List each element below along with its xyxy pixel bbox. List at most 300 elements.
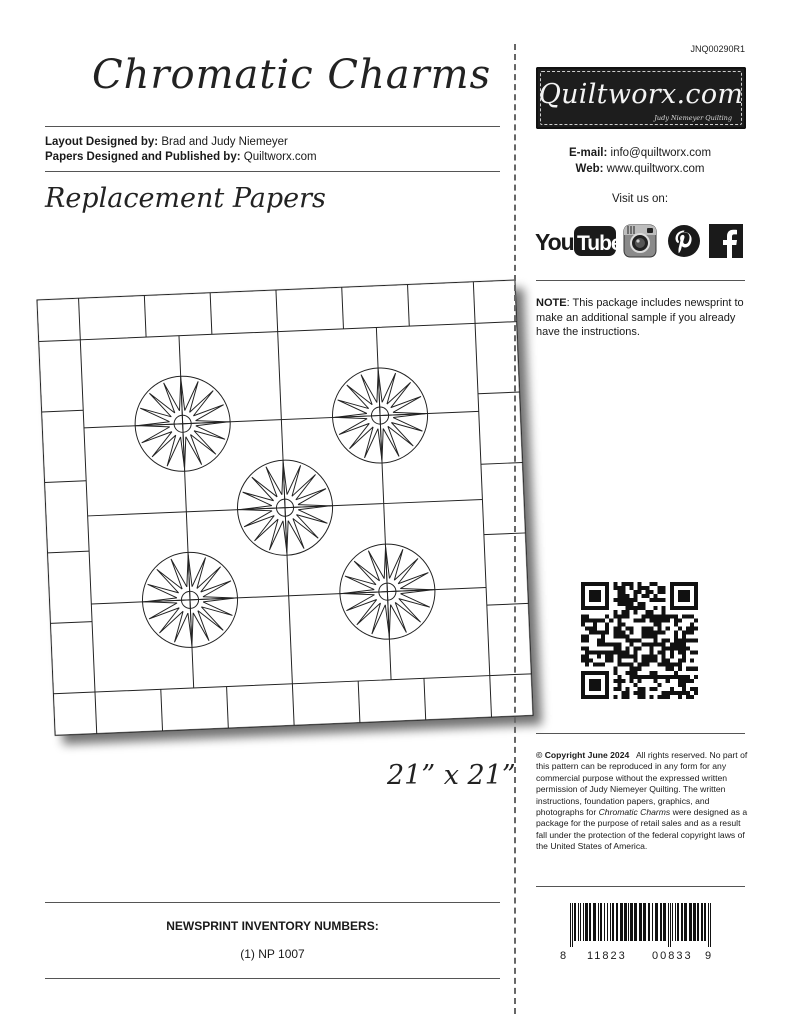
barcode-bar (663, 903, 666, 941)
barcode-digits-right: 00833 (652, 950, 693, 962)
qr-cell (662, 695, 666, 699)
barcode-bar (583, 903, 584, 941)
qr-cell (617, 590, 621, 594)
qr-cell (678, 675, 682, 679)
qr-cell (642, 695, 646, 699)
qr-cell (633, 691, 637, 695)
qr-cell (654, 622, 658, 626)
qr-cell (642, 594, 646, 598)
qr-cell (617, 663, 621, 667)
qr-cell (593, 618, 597, 622)
qr-cell (593, 594, 597, 598)
youtube-icon[interactable] (535, 224, 622, 258)
qr-cell (674, 634, 678, 638)
qr-cell (633, 606, 637, 610)
qr-cell (597, 594, 601, 598)
qr-cell (633, 675, 637, 679)
qr-cell (658, 626, 662, 630)
qr-cell (666, 614, 670, 618)
qr-cell (642, 663, 646, 667)
qr-cell (650, 614, 654, 618)
qr-cell (682, 594, 686, 598)
qr-cell (601, 630, 605, 634)
qr-cell (605, 586, 609, 590)
qr-cell (585, 638, 589, 642)
barcode-bar (668, 903, 669, 947)
qr-cell (629, 602, 633, 606)
barcode-bar (701, 903, 703, 941)
qr-cell (654, 687, 658, 691)
qr-cell (690, 614, 694, 618)
qr-cell (662, 614, 666, 618)
qr-cell (662, 618, 666, 622)
qr-cell (654, 638, 658, 642)
qr-cell (686, 691, 690, 695)
qr-cell (658, 618, 662, 622)
qr-cell (682, 606, 686, 610)
qr-cell (625, 606, 629, 610)
qr-cell (678, 647, 682, 651)
qr-cell (613, 679, 617, 683)
qr-cell (646, 643, 650, 647)
qr-cell (597, 643, 601, 647)
qr-cell (629, 655, 633, 659)
web-link[interactable]: www.quiltworx.com (606, 163, 705, 175)
qr-cell (629, 671, 633, 675)
barcode-bar (624, 903, 627, 941)
qr-cell (654, 671, 658, 675)
qr-cell (597, 671, 601, 675)
qr-cell (646, 659, 650, 663)
qr-cell (670, 687, 674, 691)
qr-cell (678, 643, 682, 647)
qr-cell (650, 655, 654, 659)
qr-cell (621, 634, 625, 638)
qr-cell (637, 606, 641, 610)
qr-cell (666, 638, 670, 642)
qr-cell (597, 695, 601, 699)
qr-cell (666, 691, 670, 695)
qr-cell (694, 618, 698, 622)
qr-cell (621, 602, 625, 606)
qr-cell (581, 638, 585, 642)
qr-cell (650, 675, 654, 679)
qr-cell (621, 630, 625, 634)
barcode-bar (593, 903, 596, 941)
qr-cell (662, 655, 666, 659)
qr-cell (585, 659, 589, 663)
qr-cell (637, 602, 641, 606)
qr-cell (625, 582, 629, 586)
youtube-tube-text: Tube (577, 232, 622, 255)
qr-cell (597, 651, 601, 655)
qr-cell (629, 638, 633, 642)
qr-cell (662, 663, 666, 667)
qr-cell (625, 594, 629, 598)
qr-cell (646, 610, 650, 614)
qr-cell (589, 683, 593, 687)
qr-cell (581, 695, 585, 699)
package-note (536, 296, 751, 340)
qr-cell (650, 659, 654, 663)
qr-cell (633, 671, 637, 675)
qr-cell (642, 687, 646, 691)
qr-cell (613, 651, 617, 655)
qr-cell (625, 626, 629, 630)
papers-credit: Papers Designed and Published by: Quiltworx.com (45, 150, 317, 163)
qr-cell (637, 590, 641, 594)
qr-cell (662, 643, 666, 647)
qr-cell (605, 594, 609, 598)
qr-cell (686, 675, 690, 679)
qr-cell (629, 586, 633, 590)
qr-cell (694, 691, 698, 695)
qr-cell (650, 590, 654, 594)
barcode-bar (570, 903, 571, 947)
barcode-bar (710, 903, 711, 947)
qr-cell (617, 659, 621, 663)
qr-cell (674, 671, 678, 675)
qr-cell (605, 687, 609, 691)
barcode-bar (681, 903, 683, 941)
qr-cell (642, 626, 646, 630)
barcode-bar (655, 903, 658, 941)
qr-cell (597, 598, 601, 602)
qr-cell (593, 598, 597, 602)
qr-cell (694, 626, 698, 630)
qr-cell (694, 594, 698, 598)
qr-cell (654, 655, 658, 659)
qr-cell (658, 614, 662, 618)
qr-cell (589, 651, 593, 655)
barcode-bar (677, 903, 679, 941)
qr-cell (642, 655, 646, 659)
copyright-title: Chromatic Charms (598, 807, 671, 818)
qr-cell (585, 618, 589, 622)
qr-cell (605, 643, 609, 647)
barcode-bar (574, 903, 576, 941)
qr-cell (617, 655, 621, 659)
qr-cell (597, 679, 601, 683)
barcode-bar (604, 903, 605, 941)
qr-cell (650, 626, 654, 630)
qr-cell (597, 663, 601, 667)
qr-cell (601, 651, 605, 655)
qr-cell (625, 651, 629, 655)
qr-cell (621, 691, 625, 695)
layout-credit-value: Brad and Judy Niemeyer (161, 136, 288, 148)
qr-cell (662, 630, 666, 634)
barcode (566, 903, 716, 947)
qr-cell (637, 638, 641, 642)
qr-cell (605, 675, 609, 679)
qr-cell (650, 687, 654, 691)
qr-cell (581, 602, 585, 606)
qr-cell (625, 614, 629, 618)
qr-cell (658, 643, 662, 647)
email-link[interactable]: info@quiltworx.com (610, 147, 712, 159)
qr-cell (585, 651, 589, 655)
qr-cell (613, 634, 617, 638)
inventory-divider-bottom (45, 978, 500, 979)
qr-cell (650, 643, 654, 647)
qr-cell (686, 630, 690, 634)
qr-cell (670, 590, 674, 594)
qr-cell (601, 695, 605, 699)
qr-cell (621, 679, 625, 683)
inventory-item: (1) NP 1007 (240, 947, 305, 961)
qr-cell (650, 618, 654, 622)
qr-cell (690, 651, 694, 655)
qr-cell (613, 667, 617, 671)
barcode-bar (670, 903, 671, 947)
qr-cell (650, 582, 654, 586)
qr-cell (682, 638, 686, 642)
layout-credit: Layout Designed by: Brad and Judy Niemeyer (45, 136, 288, 148)
qr-cell (658, 695, 662, 699)
qr-cell (625, 687, 629, 691)
qr-cell (593, 679, 597, 683)
qr-cell (674, 643, 678, 647)
qr-cell (694, 651, 698, 655)
qr-cell (670, 655, 674, 659)
papers-credit-label: Papers Designed and Published by (45, 150, 237, 163)
qr-cell (662, 691, 666, 695)
qr-cell (625, 598, 629, 602)
qr-cell (581, 594, 585, 598)
qr-cell (633, 594, 637, 598)
barcode-bar (689, 903, 692, 941)
barcode-bar (616, 903, 618, 941)
copyright-notice (536, 750, 748, 853)
qr-cell (678, 683, 682, 687)
qr-cell (674, 582, 678, 586)
qr-cell (686, 667, 690, 671)
qr-cell (589, 582, 593, 586)
qr-cell (613, 598, 617, 602)
qr-cell (609, 643, 613, 647)
qr-cell (581, 671, 585, 675)
note-text: : This package includes newsprint to make an additional sample if you already have the instructions. (536, 297, 744, 338)
qr-cell (654, 675, 658, 679)
qr-cell (694, 606, 698, 610)
barcode-bar (675, 903, 676, 941)
qr-cell (621, 651, 625, 655)
qr-cell (650, 610, 654, 614)
qr-cell (690, 659, 694, 663)
qr-cell (658, 651, 662, 655)
qr-cell (642, 618, 646, 622)
qr-cell (617, 687, 621, 691)
qr-cell (682, 614, 686, 618)
qr-cell (633, 655, 637, 659)
qr-cell (601, 634, 605, 638)
quiltworx-logo[interactable] (536, 67, 746, 129)
facebook-icon[interactable] (709, 224, 743, 258)
logo-tagline: Judy Niemeyer Quilting (654, 114, 732, 122)
qr-cell (581, 687, 585, 691)
qr-cell (605, 630, 609, 634)
qr-cell (654, 618, 658, 622)
qr-cell (690, 630, 694, 634)
qr-cell (690, 606, 694, 610)
qr-cell (617, 598, 621, 602)
qr-cell (662, 659, 666, 663)
qr-cell (678, 598, 682, 602)
qr-cell (658, 630, 662, 634)
qr-cell (605, 626, 609, 630)
qr-cell (650, 671, 654, 675)
qr-cell (617, 614, 621, 618)
qr-cell (613, 626, 617, 630)
instagram-icon[interactable] (623, 224, 657, 258)
qr-cell (633, 683, 637, 687)
qr-cell (670, 586, 674, 590)
qr-cell (658, 663, 662, 667)
qr-cell (597, 687, 601, 691)
qr-cell (686, 626, 690, 630)
qr-cell (581, 622, 585, 626)
qr-cell (670, 675, 674, 679)
qr-cell (621, 655, 625, 659)
qr-cell (629, 598, 633, 602)
qr-cell (613, 671, 617, 675)
web-line (520, 161, 760, 177)
social-divider (536, 280, 745, 281)
qr-cell (601, 643, 605, 647)
qr-cell (646, 663, 650, 667)
qr-cell (637, 687, 641, 691)
qr-cell (666, 695, 670, 699)
qr-cell (686, 679, 690, 683)
qr-cell (662, 606, 666, 610)
qr-cell (670, 594, 674, 598)
qr-cell (605, 659, 609, 663)
note-label: NOTE (536, 297, 567, 309)
qr-cell (621, 594, 625, 598)
qr-cell (605, 582, 609, 586)
qr-cell (666, 675, 670, 679)
qr-cell (625, 691, 629, 695)
qr-cell (625, 663, 629, 667)
qr-cell (678, 626, 682, 630)
qr-cell (694, 602, 698, 606)
qr-cell (597, 590, 601, 594)
barcode-bar (612, 903, 614, 941)
qr-cell (666, 679, 670, 683)
qr-cell (694, 667, 698, 671)
barcode-bar (628, 903, 629, 941)
inventory-heading: NEWSPRINT INVENTORY NUMBERS: (166, 919, 379, 933)
qr-cell (637, 695, 641, 699)
qr-cell (637, 675, 641, 679)
barcode-bar (620, 903, 623, 941)
qr-cell (601, 606, 605, 610)
qr-cell (585, 582, 589, 586)
qr-cell (605, 655, 609, 659)
qr-cell (674, 647, 678, 651)
qr-cell (605, 671, 609, 675)
qr-cell (629, 606, 633, 610)
qr-cell (637, 663, 641, 667)
copyright-bold: © Copyright June 2024 (536, 750, 630, 760)
qr-cell (617, 643, 621, 647)
qr-cell (601, 671, 605, 675)
qr-cell (585, 614, 589, 618)
qr-cell (646, 590, 650, 594)
qr-cell (670, 663, 674, 667)
qr-cell (633, 638, 637, 642)
qr-cell (629, 679, 633, 683)
qr-cell (593, 687, 597, 691)
barcode-bar (600, 903, 602, 941)
qr-cell (637, 618, 641, 622)
qr-cell (686, 598, 690, 602)
barcode-bar (578, 903, 579, 941)
qr-cell (650, 634, 654, 638)
qr-cell (654, 594, 658, 598)
qr-cell (694, 598, 698, 602)
qr-cell (585, 626, 589, 630)
qr-cell (662, 647, 666, 651)
qr-cell (581, 659, 585, 663)
qr-cell (674, 606, 678, 610)
qr-cell (674, 691, 678, 695)
qr-cell (581, 679, 585, 683)
qr-cell (581, 691, 585, 695)
qr-cell (589, 626, 593, 630)
qr-cell (682, 651, 686, 655)
qr-cell (585, 655, 589, 659)
qr-cell (597, 683, 601, 687)
qr-cell (617, 594, 621, 598)
qr-cell (581, 586, 585, 590)
barcode-digits-left: 11823 (587, 950, 627, 962)
qr-cell (593, 663, 597, 667)
qr-cell (690, 622, 694, 626)
qr-cell (678, 679, 682, 683)
qr-cell (658, 675, 662, 679)
qr-cell (581, 683, 585, 687)
pinterest-icon[interactable] (667, 224, 701, 258)
qr-cell (690, 695, 694, 699)
qr-cell (678, 582, 682, 586)
qr-cell (585, 695, 589, 699)
qr-cell (637, 582, 641, 586)
qr-cell (605, 590, 609, 594)
qr-cell (642, 614, 646, 618)
qr-cell (601, 638, 605, 642)
qr-cell (662, 675, 666, 679)
qr-cell (589, 630, 593, 634)
qr-cell (662, 586, 666, 590)
qr-cell (633, 610, 637, 614)
qr-cell (621, 590, 625, 594)
qr-cell (674, 663, 678, 667)
qr-cell (581, 675, 585, 679)
qr-cell (629, 667, 633, 671)
logo-text: Quiltworx.com (538, 79, 744, 110)
qr-cell (654, 659, 658, 663)
barcode-bar (643, 903, 646, 941)
qr-cell (646, 626, 650, 630)
barcode-bar (672, 903, 673, 941)
qr-cell (609, 659, 613, 663)
papers-credit-value: Quiltworx.com (243, 150, 317, 163)
qr-cell (605, 598, 609, 602)
qr-cell (682, 687, 686, 691)
qr-cell (617, 683, 621, 687)
